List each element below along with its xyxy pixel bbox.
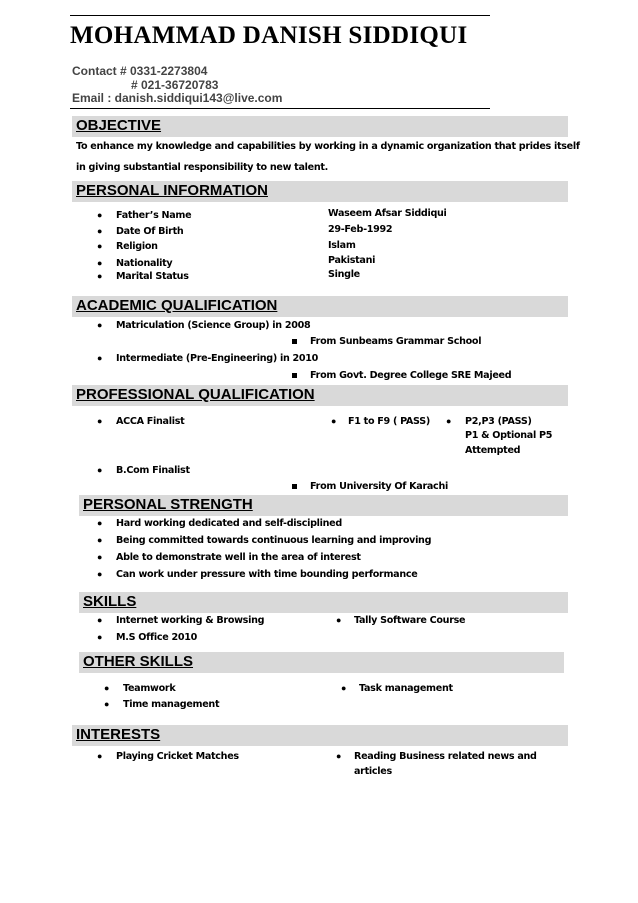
professional-sub-university: From University Of Karachi [310, 481, 448, 492]
bullet-icon: ● [341, 683, 347, 693]
contact-phone-2: # 021-36720783 [131, 78, 219, 92]
bullet-icon: ● [97, 320, 103, 330]
header-bottom-rule [70, 108, 490, 109]
academic-sub-college: From Govt. Degree College SRE Majeed [310, 370, 512, 381]
bullet-icon: ● [97, 569, 103, 579]
interest-reading-line-2: articles [354, 766, 392, 777]
bullet-icon: ● [97, 518, 103, 528]
section-title-personal-strength: PERSONAL STRENGTH [83, 496, 253, 513]
section-objective [72, 116, 568, 137]
section-title-personal-information: PERSONAL INFORMATION [76, 182, 268, 199]
section-academic-qualification [72, 296, 568, 317]
label-nationality: Nationality [116, 258, 173, 269]
label-date-of-birth: Date Of Birth [116, 226, 184, 237]
skill-internet: Internet working & Browsing [116, 615, 265, 626]
contact-phone-1: Contact # 0331-2273804 [72, 64, 208, 78]
bullet-icon: ● [97, 258, 103, 268]
professional-item-f1-f9: F1 to F9 ( PASS) [348, 416, 430, 427]
bullet-icon: ● [97, 416, 103, 426]
section-personal-information [72, 181, 568, 202]
bullet-icon: ● [97, 465, 103, 475]
section-title-skills: SKILLS [83, 593, 137, 610]
bullet-icon: ● [336, 751, 342, 761]
section-professional-qualification [72, 385, 568, 406]
top-rule [70, 15, 490, 16]
professional-item-attempted: Attempted [465, 445, 521, 456]
section-title-other-skills: OTHER SKILLS [83, 653, 194, 670]
bullet-icon: ● [336, 615, 342, 625]
value-nationality: Pakistani [328, 255, 376, 266]
bullet-icon: ● [97, 353, 103, 363]
section-other-skills [79, 652, 564, 673]
bullet-icon: ● [97, 632, 103, 642]
section-title-academic-qualification: ACADEMIC QUALIFICATION [76, 297, 278, 314]
contact-email: Email : danish.siddiqui143@live.com [72, 91, 283, 105]
interest-cricket: Playing Cricket Matches [116, 751, 239, 762]
strength-item-2: Being committed towards continuous learning and improving [116, 535, 432, 546]
label-fathers-name: Father’s Name [116, 210, 192, 221]
other-skill-teamwork: Teamwork [123, 683, 176, 694]
section-interests [72, 725, 568, 746]
bullet-icon: ● [104, 699, 110, 709]
section-title-interests: INTERESTS [76, 726, 161, 743]
value-fathers-name: Waseem Afsar Siddiqui [328, 208, 447, 219]
professional-item-acca: ACCA Finalist [116, 416, 185, 427]
bullet-icon: ● [331, 416, 337, 426]
candidate-name: MOHAMMAD DANISH SIDDIQUI [70, 22, 468, 49]
section-title-professional-qualification: PROFESSIONAL QUALIFICATION [76, 386, 315, 403]
square-bullet-icon [292, 373, 297, 378]
professional-item-bcom: B.Com Finalist [116, 465, 190, 476]
skill-tally: Tally Software Course [354, 615, 466, 626]
strength-item-1: Hard working dedicated and self-disciplined [116, 518, 342, 529]
bullet-icon: ● [97, 552, 103, 562]
bullet-icon: ● [97, 226, 103, 236]
objective-line-1: To enhance my knowledge and capabilities by working in a dynamic organization that prides itself [76, 141, 580, 152]
academic-sub-school: From Sunbeams Grammar School [310, 336, 482, 347]
interest-reading-line-1: Reading Business related news and [354, 751, 537, 762]
bullet-icon: ● [97, 271, 103, 281]
professional-item-p2-p3: P2,P3 (PASS) [465, 416, 532, 427]
value-religion: Islam [328, 240, 356, 251]
square-bullet-icon [292, 484, 297, 489]
value-date-of-birth: 29-Feb-1992 [328, 224, 393, 235]
section-title-objective: OBJECTIVE [76, 117, 162, 134]
bullet-icon: ● [97, 210, 103, 220]
label-marital-status: Marital Status [116, 271, 189, 282]
label-religion: Religion [116, 241, 158, 252]
other-skill-time-management: Time management [123, 699, 220, 710]
section-skills [79, 592, 568, 613]
strength-item-3: Able to demonstrate well in the area of interest [116, 552, 361, 563]
bullet-icon: ● [97, 535, 103, 545]
section-personal-strength [79, 495, 568, 516]
bullet-icon: ● [104, 683, 110, 693]
bullet-icon: ● [97, 615, 103, 625]
professional-item-p1-p5: P1 & Optional P5 [465, 430, 553, 441]
other-skill-task-management: Task management [359, 683, 453, 694]
square-bullet-icon [292, 339, 297, 344]
value-marital-status: Single [328, 269, 360, 280]
bullet-icon: ● [446, 416, 452, 426]
skill-ms-office: M.S Office 2010 [116, 632, 197, 643]
strength-item-4: Can work under pressure with time bounding performance [116, 569, 418, 580]
bullet-icon: ● [97, 751, 103, 761]
objective-line-2: in giving substantial responsibility to new talent. [76, 162, 328, 173]
bullet-icon: ● [97, 241, 103, 251]
academic-item-matriculation: Matriculation (Science Group) in 2008 [116, 320, 311, 331]
academic-item-intermediate: Intermediate (Pre-Engineering) in 2010 [116, 353, 319, 364]
